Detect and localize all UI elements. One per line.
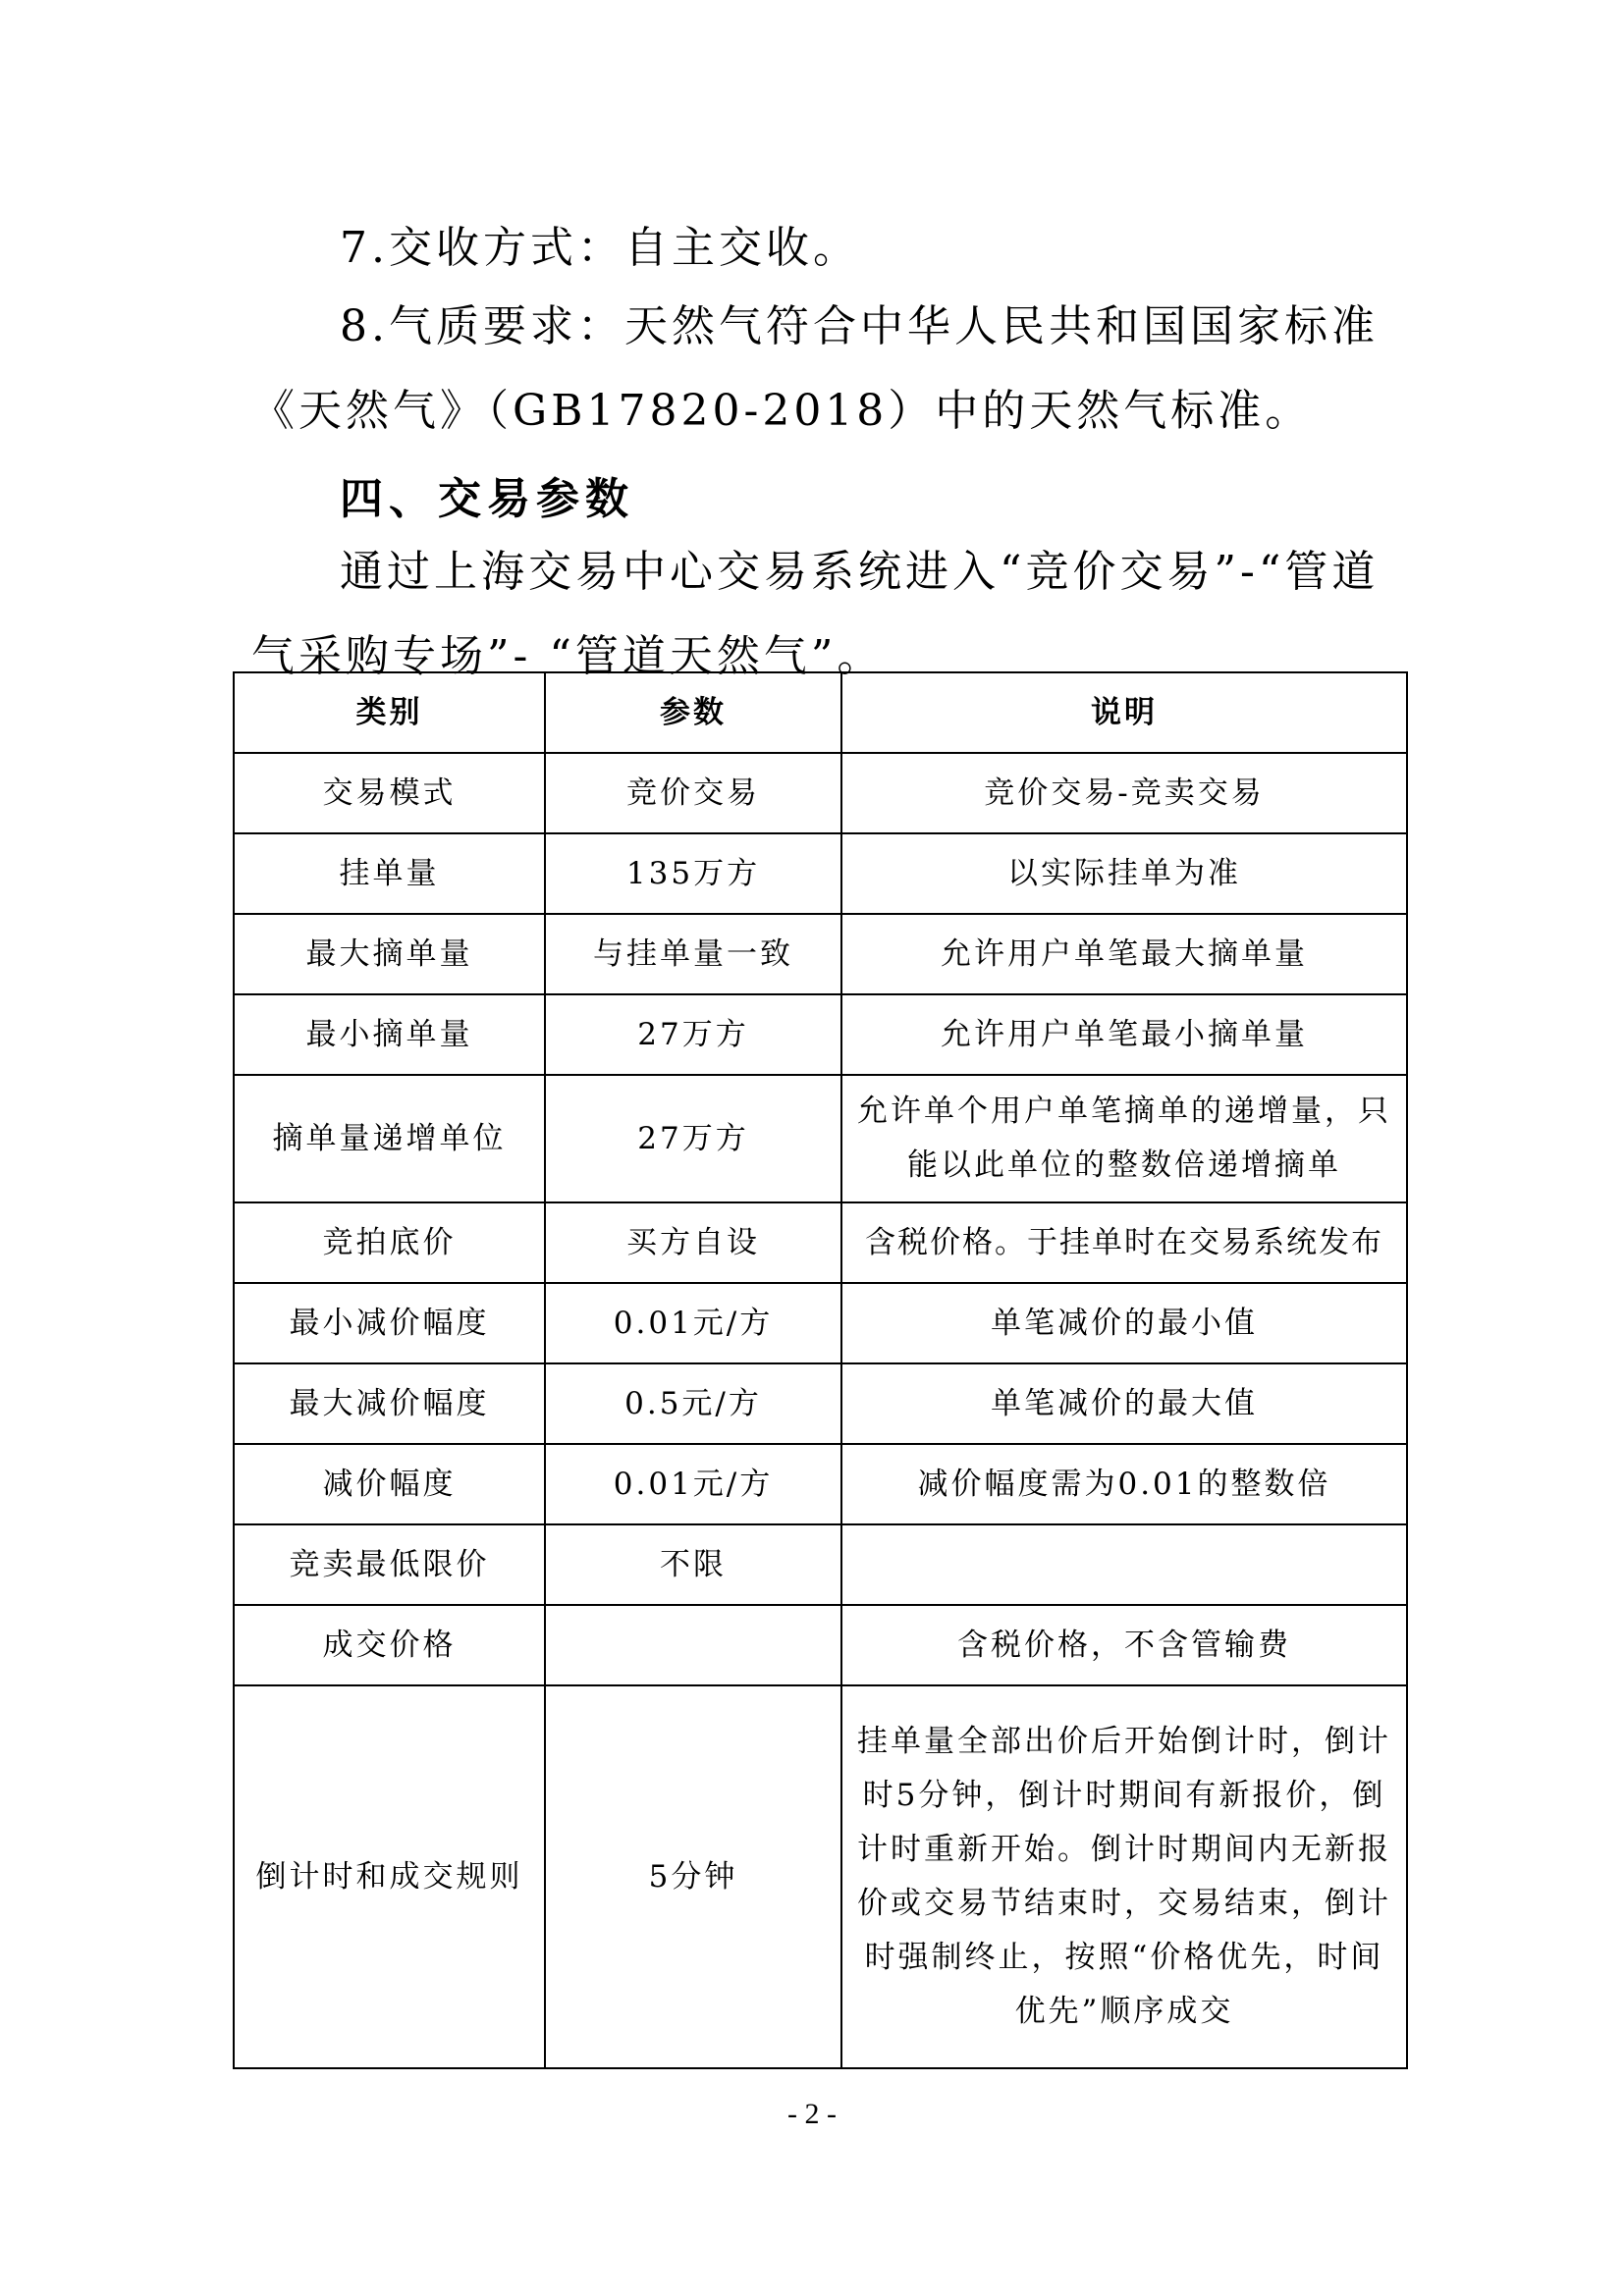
cell-category: 最大摘单量: [234, 914, 545, 994]
item-8-gas-quality: 8.气质要求：天然气符合中华人民共和国国家标准《天然气》（GB17820-2018）中的天然气标准。: [251, 301, 1379, 436]
item-7-delivery-method: 7.交收方式：自主交收。: [340, 223, 860, 273]
header-description: 说明: [841, 672, 1407, 753]
table-row: [234, 1202, 1407, 1283]
cell-category: 摘单量递增单位: [234, 1075, 545, 1202]
table-row: [234, 914, 1407, 994]
cell-description: 单笔减价的最小值: [841, 1283, 1407, 1363]
cell-description: 单笔减价的最大值: [841, 1363, 1407, 1444]
cell-category: 最大减价幅度: [234, 1363, 545, 1444]
cell-parameter: 0.5元/方: [545, 1363, 841, 1444]
table-row: [234, 753, 1407, 833]
cell-parameter: 27万方: [545, 1075, 841, 1202]
table-row: [234, 833, 1407, 914]
cell-parameter: 竞价交易: [545, 753, 841, 833]
cell-category: 成交价格: [234, 1605, 545, 1685]
cell-category: 挂单量: [234, 833, 545, 914]
table-row: [234, 994, 1407, 1075]
table-header-row: [234, 672, 1407, 753]
cell-description: 竞价交易-竞卖交易: [841, 753, 1407, 833]
cell-description: 含税价格。于挂单时在交易系统发布: [841, 1202, 1407, 1283]
cell-parameter: 0.01元/方: [545, 1283, 841, 1363]
table-row: [234, 1524, 1407, 1605]
cell-description: 允许单个用户单笔摘单的递增量，只能以此单位的整数倍递增摘单: [841, 1075, 1407, 1202]
header-parameter: 参数: [545, 672, 841, 753]
cell-parameter: 不限: [545, 1524, 841, 1605]
cell-description: 允许用户单笔最小摘单量: [841, 994, 1407, 1075]
cell-parameter: 135万方: [545, 833, 841, 914]
cell-parameter: 与挂单量一致: [545, 914, 841, 994]
cell-parameter: [545, 1605, 841, 1685]
cell-category: 最小减价幅度: [234, 1283, 545, 1363]
cell-parameter: 27万方: [545, 994, 841, 1075]
cell-category: 交易模式: [234, 753, 545, 833]
table-row: [234, 1363, 1407, 1444]
header-category: 类别: [234, 672, 545, 753]
trading-parameters-table: [233, 671, 1408, 2069]
cell-description: 允许用户单笔最大摘单量: [841, 914, 1407, 994]
cell-description: 减价幅度需为0.01的整数倍: [841, 1444, 1407, 1524]
section-4-heading: 四、交易参数: [340, 474, 634, 524]
cell-category: 倒计时和成交规则: [234, 1685, 545, 2068]
cell-parameter: 买方自设: [545, 1202, 841, 1283]
cell-description: 含税价格，不含管输费: [841, 1605, 1407, 1685]
cell-parameter: 5分钟: [545, 1685, 841, 2068]
cell-description: 以实际挂单为准: [841, 833, 1407, 914]
table-row: [234, 1283, 1407, 1363]
cell-category: 减价幅度: [234, 1444, 545, 1524]
cell-description: 挂单量全部出价后开始倒计时，倒计时5分钟，倒计时期间有新报价，倒计时重新开始。倒计时期间内无新报价或交易节结束时，交易结束，倒计时强制终止，按照“价格优先，时间优先”顺序成交: [841, 1685, 1407, 2068]
page-number: - 2 -: [787, 2098, 837, 2130]
cell-description: [841, 1524, 1407, 1605]
table-row: [234, 1685, 1407, 2068]
cell-category: 竞卖最低限价: [234, 1524, 545, 1605]
cell-category: 竞拍底价: [234, 1202, 545, 1283]
cell-parameter: 0.01元/方: [545, 1444, 841, 1524]
section-4-intro: 通过上海交易中心交易系统进入“竞价交易”-“管道气采购专场”- “管道天然气”。: [251, 547, 1380, 681]
cell-category: 最小摘单量: [234, 994, 545, 1075]
table-row: [234, 1444, 1407, 1524]
table-row: [234, 1075, 1407, 1202]
table-row: [234, 1605, 1407, 1685]
